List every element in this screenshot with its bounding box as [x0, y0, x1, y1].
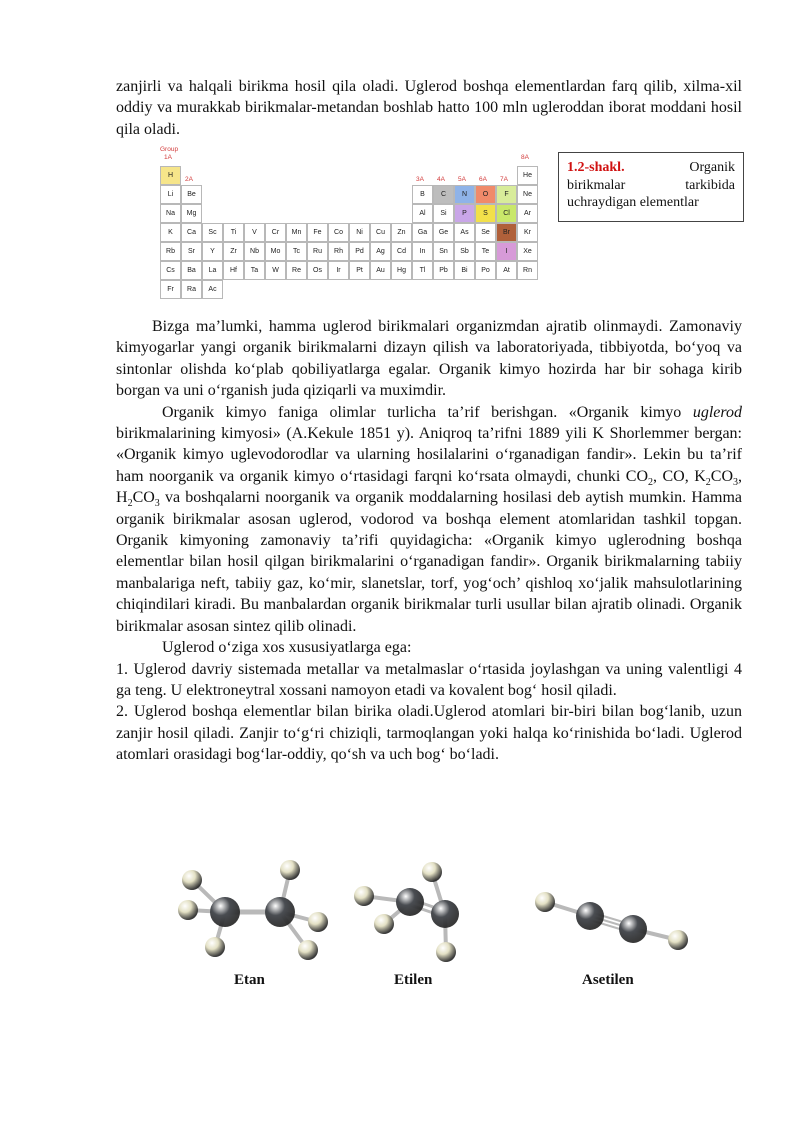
- periodic-table-col-label: 6A: [479, 176, 487, 183]
- element-cell-al: Al: [412, 204, 433, 223]
- periodic-table-group-label: Group: [160, 146, 179, 153]
- list-item-2: 2. Uglerod boshqa elementlar bilan birika oladi.Uglerod atomlari bir-biri bilan bog‘lanib, uzun zanjir hosil qiladi. Zanjir to‘g‘ri chiziqli, tarmoqlangan yoki halqa ko‘rinishida bo‘ladi. Uglerod atomlari orasidagi bog‘lar-oddiy, qo‘sh va uch bog‘ bo‘ladi.: [116, 703, 742, 764]
- carbon-atom: [619, 915, 647, 943]
- element-cell-ca: Ca: [181, 223, 202, 242]
- element-cell-s: S: [475, 204, 496, 223]
- element-cell-cs: Cs: [160, 261, 181, 280]
- molecule-label-etan: Etan: [234, 972, 265, 988]
- element-cell-h: H: [160, 166, 181, 185]
- element-cell-ru: Ru: [307, 242, 328, 261]
- element-cell-rn: Rn: [517, 261, 538, 280]
- hydrogen-atom: [178, 900, 198, 920]
- element-cell-re: Re: [286, 261, 307, 280]
- element-cell-sc: Sc: [202, 223, 223, 242]
- element-cell-mo: Mo: [265, 242, 286, 261]
- molecule-label-etilen: Etilen: [394, 972, 433, 988]
- periodic-table-col-label: 4A: [437, 176, 445, 183]
- element-cell-ni: Ni: [349, 223, 370, 242]
- element-cell-at: At: [496, 261, 517, 280]
- p2-sub-1: 2: [648, 477, 653, 489]
- carbon-atom: [431, 900, 459, 928]
- p2-part-e: , H: [116, 467, 742, 507]
- periodic-table-col-label: 3A: [416, 176, 424, 183]
- carbon-atom: [265, 897, 295, 927]
- element-cell-tl: Tl: [412, 261, 433, 280]
- element-cell-li: Li: [160, 185, 181, 204]
- paragraph-1: Bizga ma’lumki, hamma uglerod birikmalari organizmdan ajratib olinmaydi. Zamonaviy kimyogarlar yangi organik birikmalarni dizayn qilish va laboratoriyada, tibbiyotda, bo‘yoq va sintonlar olishda ko‘plab qobiliyatlarga egalar. Organik kimyo hozirda har bir sohaga kirib borgan va uni o‘rganish juda qiziqarli va muximdir.: [116, 318, 742, 400]
- element-cell-b: B: [412, 185, 433, 204]
- figure-caption-text: Organik birikmalar tarkibida uchraydigan elementlar: [567, 160, 735, 210]
- hydrogen-atom: [182, 870, 202, 890]
- element-cell-ti: Ti: [223, 223, 244, 242]
- hydrogen-atom: [280, 860, 300, 880]
- element-cell-cd: Cd: [391, 242, 412, 261]
- element-cell-be: Be: [181, 185, 202, 204]
- element-cell-cu: Cu: [370, 223, 391, 242]
- element-cell-y: Y: [202, 242, 223, 261]
- element-cell-ag: Ag: [370, 242, 391, 261]
- periodic-table-figure: [160, 146, 532, 308]
- carbon-atom: [576, 902, 604, 930]
- element-cell-mn: Mn: [286, 223, 307, 242]
- hydrogen-atom: [354, 886, 374, 906]
- element-cell-ta: Ta: [244, 261, 265, 280]
- element-cell-o: O: [475, 185, 496, 204]
- element-cell-bi: Bi: [454, 261, 475, 280]
- element-cell-ir: Ir: [328, 261, 349, 280]
- element-cell-ga: Ga: [412, 223, 433, 242]
- element-cell-ne: Ne: [517, 185, 538, 204]
- p2-sub-5: 3: [154, 498, 160, 510]
- element-cell-te: Te: [475, 242, 496, 261]
- hydrogen-atom: [535, 892, 555, 912]
- element-cell-p: P: [454, 204, 475, 223]
- element-cell-zn: Zn: [391, 223, 412, 242]
- periodic-table-col-label: 2A: [185, 176, 193, 183]
- element-cell-c: C: [433, 185, 454, 204]
- element-cell-fr: Fr: [160, 280, 181, 299]
- element-cell-he: He: [517, 166, 538, 185]
- element-cell-au: Au: [370, 261, 391, 280]
- periodic-table-col-label: 7A: [500, 176, 508, 183]
- element-cell-la: La: [202, 261, 223, 280]
- paragraph-intro-text: zanjirli va halqali birikma hosil qila oladi. Uglerod boshqa elementlardan farq qilib, xilma-xil oddiy va murakkab birikmalar-metandan boshlab hatto 100 mln ugleroddan iborat moddani hosil qila oladi.: [116, 78, 742, 138]
- element-cell-si: Si: [433, 204, 454, 223]
- hydrogen-atom: [422, 862, 442, 882]
- element-cell-in: In: [412, 242, 433, 261]
- element-cell-i: I: [496, 242, 517, 261]
- element-cell-ba: Ba: [181, 261, 202, 280]
- hydrogen-atom: [205, 937, 225, 957]
- periodic-table-col-label: 5A: [458, 176, 466, 183]
- molecule-models-svg: [170, 852, 730, 972]
- element-cell-cr: Cr: [265, 223, 286, 242]
- p2-sub-4: 2: [127, 498, 133, 510]
- element-cell-br: Br: [496, 223, 517, 242]
- element-cell-co: Co: [328, 223, 349, 242]
- element-cell-ac: Ac: [202, 280, 223, 299]
- p2-part-d: CO: [710, 467, 733, 485]
- element-cell-nb: Nb: [244, 242, 265, 261]
- p2-part-a: Organik kimyo faniga olimlar turlicha ta’rif berishgan. «Organik kimyo: [162, 403, 693, 421]
- carbon-atom: [396, 888, 424, 916]
- p2-italic-uglerod: uglerod: [692, 403, 742, 421]
- element-cell-hf: Hf: [223, 261, 244, 280]
- element-cell-w: W: [265, 261, 286, 280]
- element-cell-pb: Pb: [433, 261, 454, 280]
- main-text: [116, 316, 742, 766]
- carbon-atom: [210, 897, 240, 927]
- hydrogen-atom: [308, 912, 328, 932]
- element-cell-pt: Pt: [349, 261, 370, 280]
- element-cell-cl: Cl: [496, 204, 517, 223]
- p2-sub-3: 3: [733, 477, 738, 489]
- element-cell-rb: Rb: [160, 242, 181, 261]
- p2-part-f: CO: [132, 489, 155, 507]
- p2-part-b: birikmalarining kimyosi» (A.Kekule 1851 y). Aniqroq ta’rifni 1889 yili K Shorlemmer bergan: «Organik kimyo uglevodorodlar va ularning hosilalarini o‘rganadigan fandir». Lekin bu ta’rif ham noorganik va organik kimyo o‘rtasidagi farqni ko‘rsata olmaydi, chunki CO: [116, 425, 742, 485]
- hydrogen-atom: [668, 930, 688, 950]
- element-cell-na: Na: [160, 204, 181, 223]
- element-cell-pd: Pd: [349, 242, 370, 261]
- element-cell-os: Os: [307, 261, 328, 280]
- element-cell-rh: Rh: [328, 242, 349, 261]
- hydrogen-atom: [374, 914, 394, 934]
- hydrogen-atom: [298, 940, 318, 960]
- molecule-label-asetilen: Asetilen: [582, 972, 634, 988]
- element-cell-as: As: [454, 223, 475, 242]
- element-cell-v: V: [244, 223, 265, 242]
- figure-label: 1.2-shakl.: [567, 160, 625, 175]
- molecule-models: [170, 852, 730, 1002]
- periodic-table-col-label: 1A: [164, 154, 172, 161]
- figure-caption-box: [558, 152, 744, 222]
- element-cell-kr: Kr: [517, 223, 538, 242]
- p2-part-g: va boshqalarni noorganik va organik moddalarning hosilasi deb aytish mumkin. Hamma organik birikmalar asosan uglerod, vodorod va boshqa element atomlaridan tashkil topgan. Organik kimyoning zamonaviy ta’rifi quyidagicha: «Organik kimyo uglerodning boshqa elementlar bilan hosil qilgan birikmalarini o‘rganadigan fandir». Organik birikmalarning tabiiy manbalariga neft, tabiiy gaz, ko‘mir, slanetslar, torf, yog‘och’ qishloq xo‘jalik mahsulotlarining chiqindilari kiradi. Bu manbalardan organik birikmalar turli usullar bilan ajratib olinadi. Organik birikmalar asosan sintez qilib olinadi.: [116, 489, 742, 635]
- element-cell-zr: Zr: [223, 242, 244, 261]
- element-cell-f: F: [496, 185, 517, 204]
- paragraph-2: [116, 402, 742, 637]
- element-cell-k: K: [160, 223, 181, 242]
- element-cell-hg: Hg: [391, 261, 412, 280]
- element-cell-ra: Ra: [181, 280, 202, 299]
- element-cell-sn: Sn: [433, 242, 454, 261]
- p2-sub-2: 2: [705, 477, 711, 489]
- element-cell-xe: Xe: [517, 242, 538, 261]
- element-cell-ge: Ge: [433, 223, 454, 242]
- hydrogen-atom: [436, 942, 456, 962]
- list-item-1: 1. Uglerod davriy sistemada metallar va metalmaslar o‘rtasida joylashgan va uning valentligi 4 ga teng. U elektroneytral xossani namoyon etadi va kovalent bog‘ hosil qiladi.: [116, 660, 742, 699]
- element-cell-tc: Tc: [286, 242, 307, 261]
- periodic-table-col-label: 8A: [521, 154, 529, 161]
- element-cell-po: Po: [475, 261, 496, 280]
- paragraph-intro: [116, 76, 742, 140]
- element-cell-mg: Mg: [181, 204, 202, 223]
- element-cell-ar: Ar: [517, 204, 538, 223]
- element-cell-sb: Sb: [454, 242, 475, 261]
- p2-part-c: , CO, K: [653, 467, 706, 485]
- paragraph-3: Uglerod o‘ziga xos xususiyatlarga ega:: [162, 639, 412, 657]
- element-cell-se: Se: [475, 223, 496, 242]
- element-cell-sr: Sr: [181, 242, 202, 261]
- element-cell-fe: Fe: [307, 223, 328, 242]
- element-cell-n: N: [454, 185, 475, 204]
